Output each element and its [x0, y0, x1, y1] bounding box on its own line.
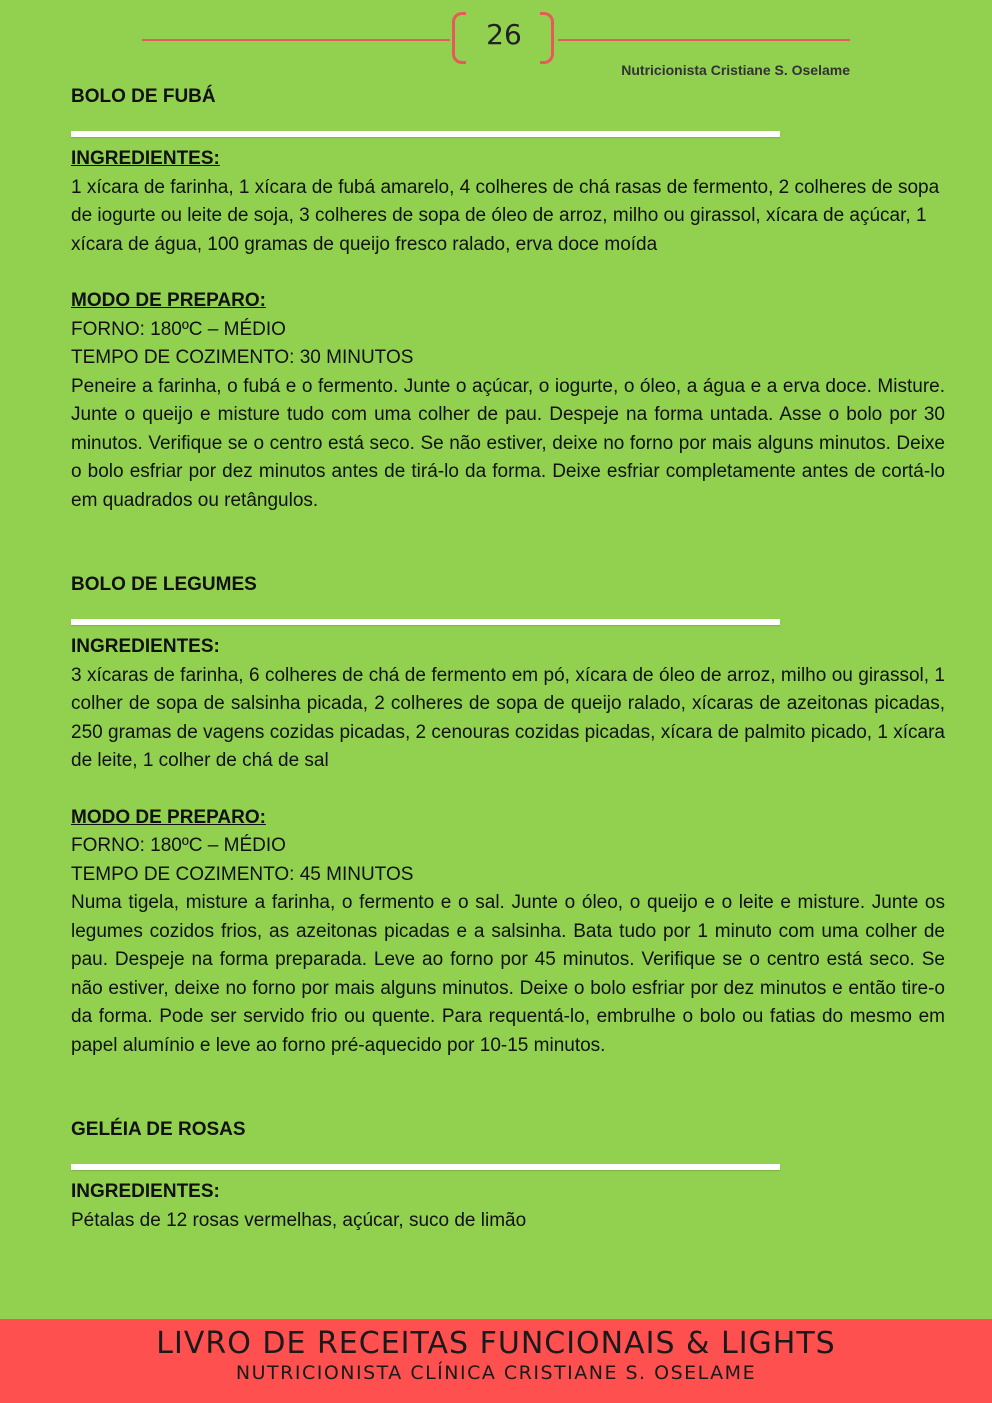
oven-temperature: FORNO: 180ºC – MÉDIO	[71, 318, 286, 340]
cooking-time: TEMPO DE COZIMENTO: 30 MINUTOS	[71, 347, 414, 368]
ingredients-label: INGREDIENTES:	[71, 148, 220, 169]
recipe-title: GELÉIA DE ROSAS	[71, 1119, 246, 1140]
ingredients-text: Pétalas de 12 rosas vermelhas, açúcar, suco de limão	[71, 1209, 527, 1231]
recipe-bolo-de-fuba	[71, 84, 945, 515]
method-text: Peneire a farinha, o fubá e o fermento. Junte o açúcar, o iogurte, o óleo, a água e a erva doce. Misture. Junte o queijo e misture tudo com uma colher de pau. Despeje na forma untada. Asse o bolo por 30 minutos. Verifique se o centro está seco. Se não estiver, deixe no forno por mais alguns minutos. Deixe o bolo esfriar por dez minutos antes de tirá-lo da forma. Deixe esfriar completamente antes de cortá-lo em quadrados ou retângulos.	[71, 375, 945, 511]
recipe-title: BOLO DE LEGUMES	[71, 574, 257, 595]
oven-temperature: FORNO: 180ºC – MÉDIO	[71, 835, 286, 856]
cooking-time: TEMPO DE COZIMENTO: 45 MINUTOS	[71, 863, 414, 885]
title-divider	[71, 131, 780, 137]
page-number: 26	[486, 18, 522, 51]
title-divider	[71, 619, 780, 625]
header-author: Nutricionista Cristiane S. Oselame	[621, 62, 850, 78]
ingredients-text: 3 xícaras de farinha, 6 colheres de chá de fermento em pó, xícara de óleo de arroz, milho ou girassol, 1 colher de sopa de salsinha picada, 2 colheres de sopa de queijo ralado, xícaras de azeitonas picadas, 250 gramas de vagens cozidas picadas, 2 cenouras cozidas picadas, xícara de palmito picado, 1 xícara de leite, 1 colher de chá de sal	[71, 664, 945, 771]
page-number-left-brace	[452, 12, 466, 64]
ingredients-label: INGREDIENTES:	[71, 1181, 220, 1202]
ingredients-text: 1 xícara de farinha, 1 xícara de fubá amarelo, 4 colheres de chá rasas de fermento, 2 colheres de sopa de iogurte ou leite de soja, 3 colheres de sopa de óleo de arroz, milho ou girassol, xícara de açúcar, 1 xícara de água, 100 gramas de queijo fresco ralado, erva doce moída	[71, 176, 940, 255]
method-label: MODO DE PREPARO:	[71, 806, 266, 828]
header-rule-left	[142, 39, 450, 41]
title-divider	[71, 1164, 780, 1170]
recipe-title: BOLO DE FUBÁ	[71, 86, 216, 107]
header-rule-right	[558, 39, 850, 41]
method-text: Numa tigela, misture a farinha, o fermento e o sal. Junte o óleo, o queijo e o leite e misture. Junte os legumes cozidos frios, as azeitonas picadas e a salsinha. Bata tudo por 1 minuto com uma colher de pau. Despeje na forma preparada. Leve ao forno por 45 minutos. Verifique se o centro está seco. Se não estiver, deixe no forno por mais alguns minutos. Deixe o bolo esfriar por dez minutos e então tire-o da forma. Pode ser servido frio ou quente. Para requentá-lo, embrulhe o bolo ou fatias do mesmo em papel alumínio e leve ao forno pré-aquecido por 10-15 minutos.	[71, 892, 945, 1056]
ingredients-label: INGREDIENTES:	[71, 636, 220, 657]
recipe-geleia-de-rosas	[71, 1117, 945, 1235]
page-content	[71, 84, 945, 1235]
method-label: MODO DE PREPARO:	[71, 290, 266, 311]
recipe-bolo-de-legumes	[71, 572, 945, 1060]
book-author: NUTRICIONISTA CLÍNICA CRISTIANE S. OSELAME	[235, 1362, 757, 1384]
book-title: LIVRO DE RECEITAS FUNCIONAIS & LIGHTS	[156, 1326, 836, 1361]
footer-banner	[0, 1319, 992, 1403]
page-number-right-brace	[540, 12, 554, 64]
